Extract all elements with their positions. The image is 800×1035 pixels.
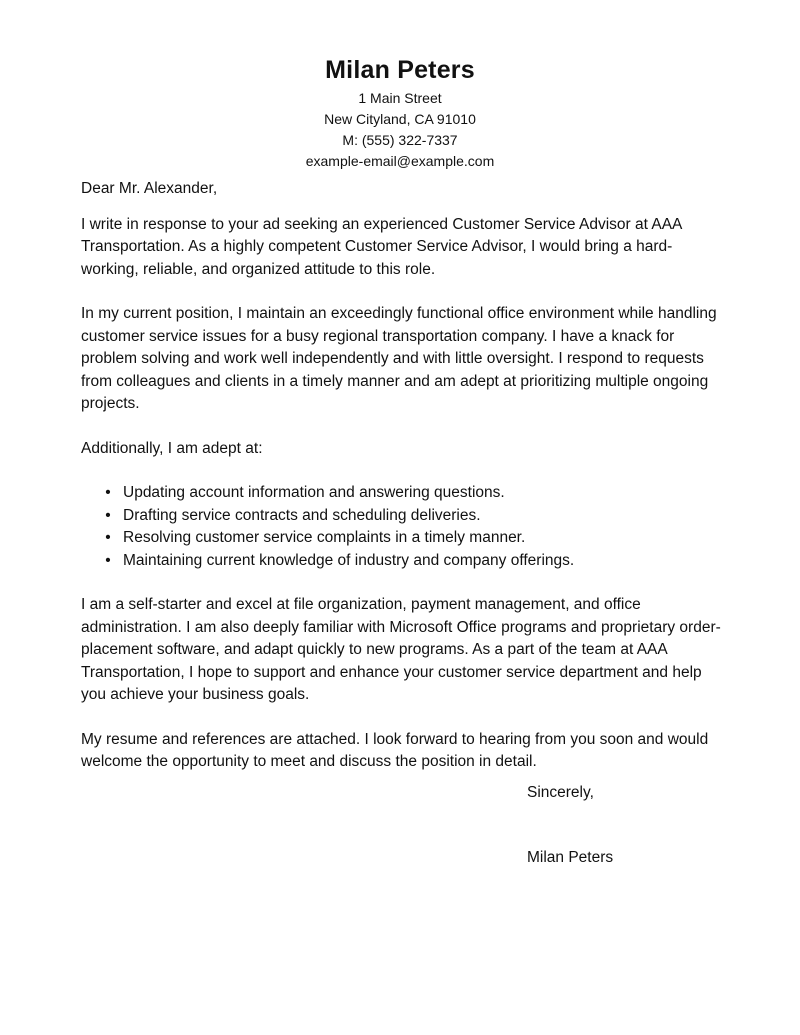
sender-city: New Cityland, CA 91010 bbox=[324, 111, 476, 127]
salutation: Dear Mr. Alexander, bbox=[81, 180, 218, 197]
sender-phone: M: (555) 322-7337 bbox=[342, 132, 458, 148]
letter-body bbox=[81, 178, 721, 796]
skills-list bbox=[81, 482, 721, 572]
list-item-text: Drafting service contracts and scheduling deliveries. bbox=[123, 506, 481, 524]
list-item bbox=[81, 505, 721, 528]
closing: Sincerely, bbox=[527, 784, 594, 801]
list-item-text: Maintaining current knowledge of industry and company offerings. bbox=[123, 551, 575, 569]
letter-header bbox=[0, 54, 800, 172]
paragraph-closing-remarks: My resume and references are attached. I look forward to hearing from you soon and would welcome the opportunity to meet and discuss the position in detail. bbox=[81, 730, 709, 770]
bullet-icon: • bbox=[105, 529, 111, 546]
signature-name: Milan Peters bbox=[527, 849, 614, 866]
list-item bbox=[81, 482, 721, 505]
sender-name: Milan Peters bbox=[325, 56, 475, 84]
sender-street: 1 Main Street bbox=[358, 90, 442, 106]
list-item-text: Resolving customer service complaints in a timely manner. bbox=[123, 529, 526, 546]
sender-email: example-email@example.com bbox=[305, 153, 495, 169]
bullet-icon: • bbox=[105, 506, 111, 524]
bullet-icon: • bbox=[105, 484, 111, 501]
paragraph-skills-intro: Additionally, I am adept at: bbox=[81, 439, 263, 457]
list-item bbox=[81, 550, 721, 573]
list-item bbox=[81, 527, 721, 550]
bullet-icon: • bbox=[105, 551, 111, 569]
paragraph-intro: I write in response to your ad seeking an experienced Customer Service Advisor at AAA Transportation. As a highly competent Customer Service Advisor, I would bring a hard-working, reliable, and organized attitude to this role. bbox=[81, 215, 682, 278]
list-item-text: Updating account information and answering questions. bbox=[123, 484, 505, 501]
paragraph-current-position: In my current position, I maintain an exceedingly functional office environment while handling customer service issues for a busy regional transportation company. I have a knack for problem solving and work well independently and with little oversight. I respond to requests from colleagues and clients in a timely manner and am adept at prioritizing multiple ongoing projects. bbox=[81, 305, 717, 412]
paragraph-qualifications: I am a self-starter and excel at file organization, payment management, and office administration. I am also deeply familiar with Microsoft Office programs and proprietary order-placement software, and adapt quickly to new programs. As a part of the team at AAA Transportation, I hope to support and enhance your customer service department and help you achieve your business goals. bbox=[81, 596, 721, 703]
